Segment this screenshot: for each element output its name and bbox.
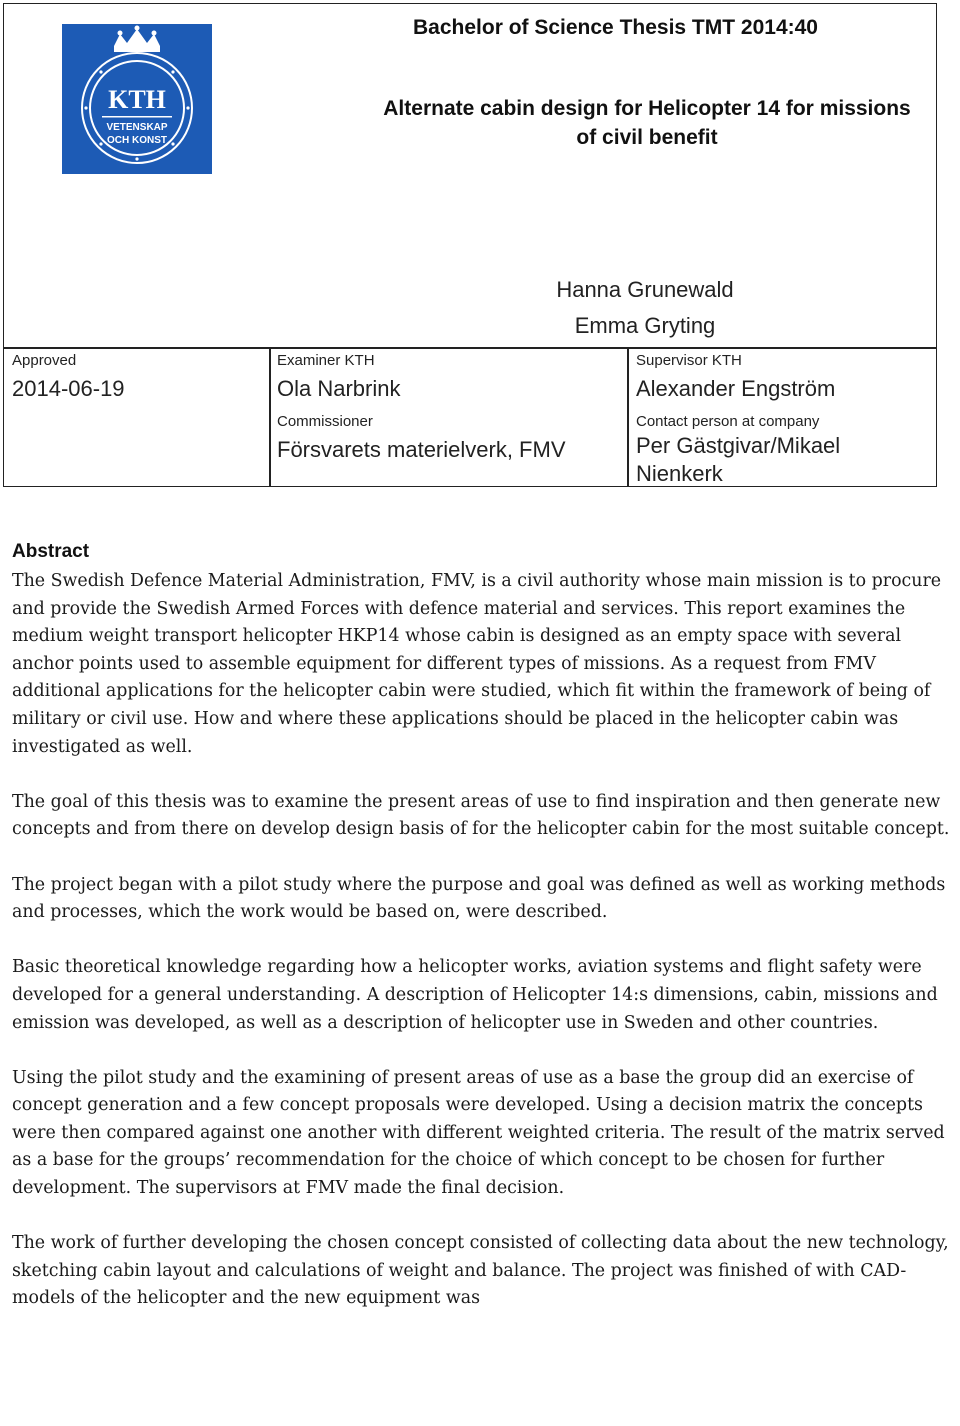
thesis-title: Alternate cabin design for Helicopter 14 for missions of civil benefit [383, 97, 911, 149]
author-name: Hanna Grunewald [556, 277, 734, 302]
logo-line-1: VETENSKAP [106, 122, 168, 133]
contact-name: Per Gästgivar/Mikael Nienkerk [636, 433, 841, 486]
table-divider-left [269, 347, 271, 487]
contact-label: Contact person at company [636, 413, 820, 430]
abstract-heading: Abstract [12, 541, 90, 562]
logo-name: KTH [108, 85, 166, 114]
thesis-number: Bachelor of Science Thesis TMT 2014:40 [413, 16, 818, 39]
author-name: Emma Gryting [574, 313, 716, 338]
abstract-paragraph: The goal of this thesis was to examine the present areas of use to find inspiration and then generate new concepts and from there on develop design basis of for the helicopter cabin for the most suitable concept. [12, 791, 950, 840]
abstract-body [12, 568, 954, 1341]
commissioner-label: Commissioner [277, 413, 373, 430]
kth-logo [62, 24, 212, 174]
abstract-paragraph: Using the pilot study and the examining of present areas of use as a base the group did an exercise of concept generation and a few concept proposals were developed. Using a decision matrix the concepts were then compared against one another with different weighted criteria. The result of the matrix served as a base for the groups’ recommendation for the choice of which concept to be chosen for further development. The supervisors at FMV made the final decision. [12, 1067, 945, 1199]
approved-label: Approved [12, 352, 77, 369]
supervisor-name: Alexander Engström [636, 376, 836, 401]
supervisor-label: Supervisor KTH [636, 352, 742, 369]
abstract-paragraph: The work of further developing the chosen concept consisted of collecting data about the new technology, sketching cabin layout and calculations of weight and balance. The project was finished of with CAD-models of the helicopter and the new equipment was [12, 1233, 949, 1309]
logo-line-2: OCH KONST [107, 135, 167, 146]
abstract-paragraph: The Swedish Defence Material Administration, FMV, is a civil authority whose main mission is to procure and provide the Swedish Armed Forces with defence material and services. This report examines the medium weight transport helicopter HKP14 whose cabin is designed as an empty space with several anchor points used to assemble equipment for different types of missions. As a request from FMV additional applications for the helicopter cabin were studied, which fit within the framework of being of military or civil use. How and where these applications should be placed in the helicopter cabin was investigated as well. [12, 571, 942, 757]
table-divider-right [627, 347, 629, 487]
kth-crown-seal-icon [62, 24, 212, 174]
examiner-label: Examiner KTH [277, 352, 375, 369]
abstract-paragraph: The project began with a pilot study where the purpose and goal was defined as well as working methods and processes, which the work would be based on, were described. [12, 874, 946, 923]
commissioner-name: Försvarets materielverk, FMV [277, 437, 566, 462]
approved-date: 2014-06-19 [12, 376, 125, 401]
abstract-paragraph: Basic theoretical knowledge regarding how a helicopter works, aviation systems and flight safety were developed for a general understanding. A description of Helicopter 14:s dimensions, cabin, missions and emission was developed, as well as a description of helicopter use in Sweden and other countries. [12, 957, 938, 1033]
table-top-rule [3, 347, 937, 349]
examiner-name: Ola Narbrink [277, 376, 401, 401]
